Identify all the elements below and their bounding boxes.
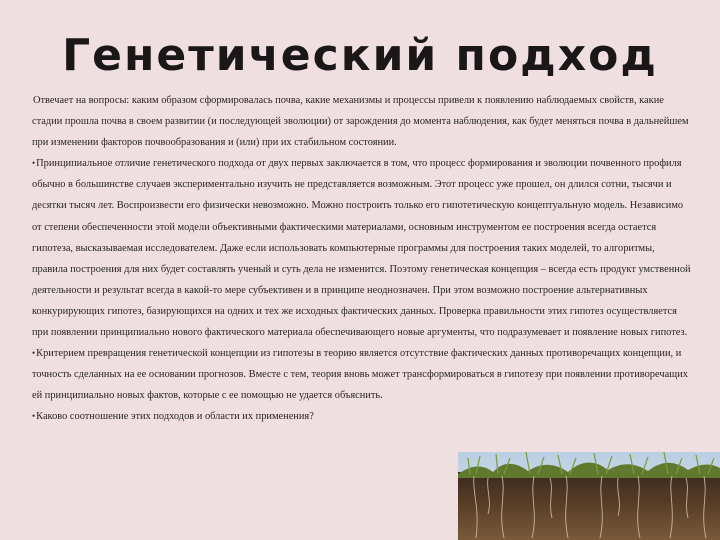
paragraph-text: Принципиальное отличие генетического подхода от двух первых заключается в том, что процесс формирования и эволюции почвенного профиля обычно в большинстве случаев экспериментально изучить не представляется возможным. Этот процесс уже прошел, он длился сотни, тысячи и десятки тысяч лет. Воспроизвести его физически невозможно. Можно построить только его гипотетическую концептуальную модель. Независимо от степени обеспеченности этой модели объективными фактическими материалами, основным инструментом ее построения всегда остается гипотеза, высказываемая исследователем. Даже если использовать компьютерные программы для построения таких моделей, то алгоритмы, правила построения для них будет составлять ученый и суть дела не изменится. Поэтому генетическая концепция – всегда есть продукт умственной деятельности и результат всегда в какой-то мере субъективен и в принципе неоднозначен. При этом возможно построение альтернативных конкурирующих гипотез, базирующихся на одних и тех же исходных фактических данных. Проверка правильности этих гипотез осуществляется при появлении принципиально нового фактического материала обеспечивающего новые аргументы, что подразумевает и появление новых гипотез. <box>32 158 691 339</box>
paragraph-text: Критерием превращения генетической концепции из гипотезы в теорию является отсутствие фактических данных противоречащих концепции, и точность сделанных на ее основании прогнозов. Вместе с тем, теория вновь может трансформироваться в гипотезу при появлении противоречащих ей принципиально новых фактов, которые с ее помощью не удается объяснить. <box>32 348 688 402</box>
paragraph-intro <box>32 90 692 153</box>
paragraph-difference <box>32 153 692 343</box>
paragraph-text: Каково соотношение этих подходов и области их применения? <box>36 411 314 423</box>
paragraph-criterion <box>32 343 692 406</box>
slide-body <box>32 90 692 428</box>
paragraph-question <box>32 406 692 427</box>
paragraph-text: Отвечает на вопросы: каким образом сформировалась почва, какие механизмы и процессы привели к появлению наблюдаемых свойств, какие стадии прошла почва в своем развитии (и последующей эволюции) от зарождения до момента наблюдения, как будет меняться почва в дальнейшем при изменении факторов почвообразования и (или) при их стабильном состоянии. <box>32 95 689 149</box>
paragraph-bullet: • <box>32 411 36 422</box>
soil-roots-photo <box>458 452 720 540</box>
paragraph-bullet: • <box>32 348 36 359</box>
paragraph-bullet: • <box>32 158 36 169</box>
slide-title: Генетический подход <box>62 30 658 81</box>
